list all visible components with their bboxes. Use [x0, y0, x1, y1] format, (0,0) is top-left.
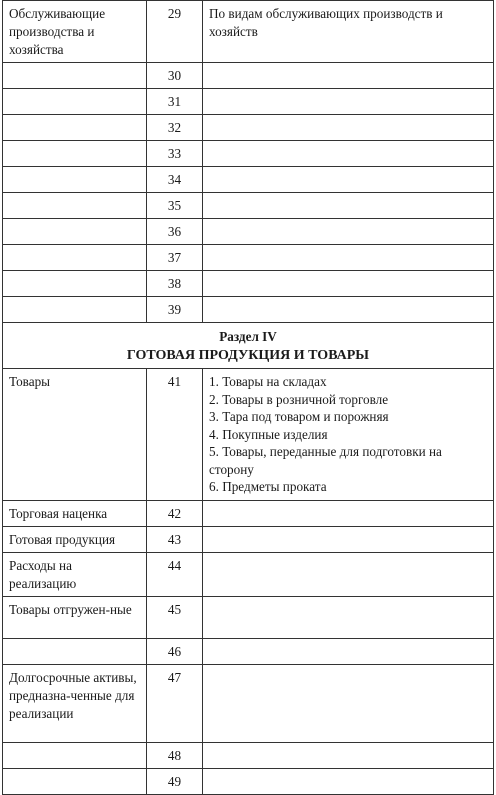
table-row	[3, 665, 494, 743]
section-label: Раздел IV	[219, 329, 277, 344]
account-number: 44	[147, 553, 203, 597]
table-row	[3, 639, 494, 665]
account-number: 49	[147, 769, 203, 795]
account-number: 48	[147, 743, 203, 769]
account-number: 39	[147, 297, 203, 323]
subaccounts-cell	[203, 501, 494, 527]
subaccounts-cell	[203, 743, 494, 769]
section-header	[3, 323, 494, 369]
table-row	[3, 193, 494, 219]
table-body-bottom	[3, 369, 494, 795]
account-number: 32	[147, 115, 203, 141]
subaccount-item: 3. Тара под товаром и порожняя	[209, 409, 389, 424]
account-number: 47	[147, 665, 203, 743]
subaccounts-cell	[203, 115, 494, 141]
account-name	[3, 297, 147, 323]
table-row	[3, 167, 494, 193]
table-row	[3, 743, 494, 769]
account-number: 33	[147, 141, 203, 167]
account-name	[3, 63, 147, 89]
subaccounts-cell	[203, 271, 494, 297]
table-row	[3, 271, 494, 297]
subaccounts-cell	[203, 769, 494, 795]
account-name	[3, 167, 147, 193]
subaccounts-cell	[203, 527, 494, 553]
account-number: 29	[147, 1, 203, 63]
account-name	[3, 639, 147, 665]
table-row	[3, 63, 494, 89]
table-row	[3, 1, 494, 63]
table-row	[3, 769, 494, 795]
subaccounts-cell	[203, 553, 494, 597]
subaccounts-cell	[203, 369, 494, 501]
account-name: Расходы на реализацию	[3, 553, 147, 597]
section-row	[3, 323, 494, 369]
account-number: 34	[147, 167, 203, 193]
table-row	[3, 89, 494, 115]
account-name	[3, 245, 147, 271]
account-number: 35	[147, 193, 203, 219]
subaccounts-cell	[203, 219, 494, 245]
account-name	[3, 141, 147, 167]
account-number: 43	[147, 527, 203, 553]
table-row	[3, 501, 494, 527]
table-row	[3, 553, 494, 597]
subaccounts-cell	[203, 89, 494, 115]
section-cell	[3, 323, 494, 369]
account-number: 30	[147, 63, 203, 89]
account-number: 45	[147, 597, 203, 639]
section-title: ГОТОВАЯ ПРОДУКЦИЯ И ТОВАРЫ	[126, 348, 370, 363]
table-row	[3, 219, 494, 245]
subaccounts-cell	[203, 639, 494, 665]
account-name	[3, 271, 147, 297]
subaccounts-cell	[203, 193, 494, 219]
account-number: 41	[147, 369, 203, 501]
account-number: 36	[147, 219, 203, 245]
subaccount-item: 2. Товары в розничной торговле	[209, 391, 389, 407]
account-number: 37	[147, 245, 203, 271]
account-number: 31	[147, 89, 203, 115]
table-row	[3, 245, 494, 271]
subaccount-item: 6. Предметы проката	[209, 479, 327, 494]
subaccount-item: 1. Товары на складах	[209, 374, 327, 389]
subaccount-item: 5. Товары, переданные для подготовки на сторону	[209, 444, 442, 477]
table-row	[3, 597, 494, 639]
account-number: 38	[147, 271, 203, 297]
account-name	[3, 219, 147, 245]
accounts-table	[2, 0, 494, 795]
table-row	[3, 297, 494, 323]
subaccounts-cell	[203, 597, 494, 639]
subaccount-item: 4. Покупные изделия	[209, 426, 328, 442]
subaccounts-cell	[203, 141, 494, 167]
account-number: 46	[147, 639, 203, 665]
subaccounts-cell	[203, 245, 494, 271]
account-name: Торговая наценка	[3, 501, 147, 527]
table-row	[3, 141, 494, 167]
table-row	[3, 527, 494, 553]
account-name	[3, 115, 147, 141]
subaccounts-cell	[203, 1, 494, 63]
account-name	[3, 193, 147, 219]
account-name	[3, 743, 147, 769]
account-name: Обслуживающие производства и хозяйства	[3, 1, 147, 63]
account-name	[3, 769, 147, 795]
account-name: Долгосрочные активы, предназна-ченные для реализации	[3, 665, 147, 743]
account-number: 42	[147, 501, 203, 527]
subaccounts-cell	[203, 167, 494, 193]
table-body-top	[3, 1, 494, 323]
table-row	[3, 115, 494, 141]
subaccounts-cell	[203, 665, 494, 743]
account-name	[3, 89, 147, 115]
account-name: Товары	[3, 369, 147, 501]
subaccounts-cell	[203, 63, 494, 89]
account-name: Товары отгружен-ные	[3, 597, 147, 639]
subaccounts-cell	[203, 297, 494, 323]
table-row	[3, 369, 494, 501]
subaccount-item: По видам обслуживающих производств и хозяйств	[209, 6, 443, 39]
account-name: Готовая продукция	[3, 527, 147, 553]
